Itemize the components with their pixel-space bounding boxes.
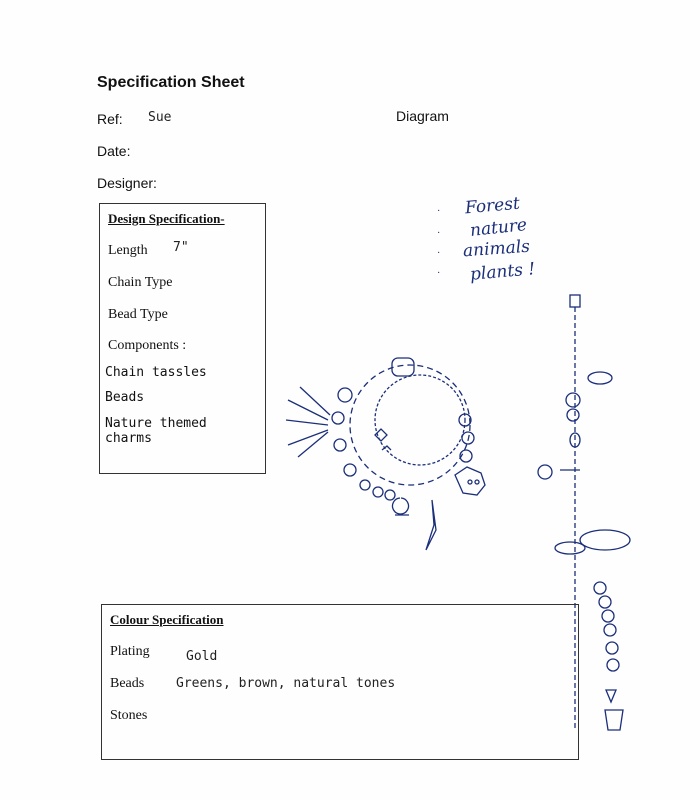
bullet-dot: · [437, 268, 441, 279]
length-value: 7" [173, 240, 189, 255]
stones-label: Stones [110, 708, 148, 723]
length-label: Length [108, 243, 148, 258]
beads-value: Greens, brown, natural tones [176, 676, 396, 691]
designer-label: Designer: [97, 175, 157, 191]
note-line: Forest [464, 193, 521, 219]
page-title: Specification Sheet [97, 74, 245, 91]
diagram-label: Diagram [396, 108, 449, 124]
component-item: Chain tassles [105, 365, 207, 380]
note-line: animals [462, 236, 531, 262]
colour-spec-heading: Colour Specification [110, 612, 224, 627]
bead-type-label: Bead Type [108, 307, 168, 322]
bullet-dot: · [437, 248, 441, 259]
ref-label: Ref: [97, 111, 123, 127]
date-label: Date: [97, 143, 131, 159]
note-line: plants ! [469, 259, 536, 285]
component-item: Beads [105, 390, 145, 405]
plating-value: Gold [186, 649, 218, 664]
design-spec-heading: Design Specification- [108, 211, 225, 226]
component-item: Nature themed charms [105, 416, 207, 446]
colour-spec-box [101, 604, 579, 760]
ref-value: Sue [148, 110, 172, 125]
design-spec-box [99, 203, 266, 474]
components-label: Components : [108, 338, 187, 353]
note-line: nature [469, 215, 528, 241]
plating-label: Plating [110, 644, 150, 659]
beads-label: Beads [110, 676, 145, 691]
chain-type-label: Chain Type [108, 275, 173, 290]
bullet-dot: · [437, 228, 441, 239]
wreath-bracelet-drawing [286, 358, 485, 550]
bullet-dot: · [437, 206, 441, 217]
